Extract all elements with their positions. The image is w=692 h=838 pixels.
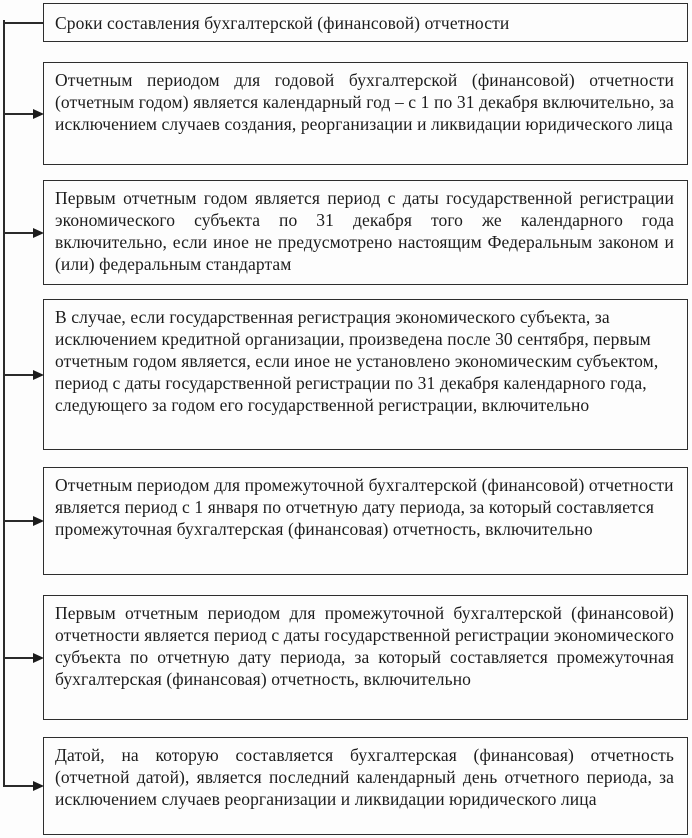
connector-arrow	[3, 228, 44, 238]
diagram-box-first-year	[43, 180, 688, 285]
connector-arrow	[3, 516, 44, 526]
title-box	[43, 3, 688, 42]
arrowhead-icon	[33, 109, 44, 119]
horizontal-line	[3, 520, 33, 522]
box-row	[0, 467, 692, 575]
box-row	[0, 299, 692, 450]
box-row	[0, 180, 692, 285]
box-text: Первым отчетным периодом для промежуточной бухгалтерской (финансовой) отчетности является период с даты государственной регистрации экономического субъекта по отчетную дату периода, за который составляется промежуточная бухгалтерская (финансовая) отчетность, включительно	[55, 603, 674, 689]
horizontal-line	[3, 113, 33, 115]
arrowhead-icon	[33, 516, 44, 526]
diagram-box-reporting-date	[43, 737, 688, 835]
diagram-box-annual-period	[43, 62, 688, 165]
box-text: В случае, если государственная регистрация экономического субъекта, за исключением кредитной организации, произведена после 30 сентября, первым отчетным годом является, если иное не установлено экономическим субъектом, период с даты государственной регистрации по 31 декабря календарного года, следующего за годом его государственной регистрации, включительно	[55, 307, 659, 415]
connector-arrow	[3, 370, 44, 380]
horizontal-line	[3, 232, 33, 234]
arrowhead-icon	[33, 228, 44, 238]
horizontal-line	[3, 657, 33, 659]
box-row	[0, 595, 692, 720]
arrowhead-icon	[33, 653, 44, 663]
diagram-box-interim-period	[43, 467, 688, 575]
connector-arrow	[3, 109, 44, 119]
diagram-box-first-interim-period	[43, 595, 688, 720]
horizontal-line	[3, 374, 33, 376]
horizontal-line	[3, 22, 43, 24]
box-text: Датой, на которую составляется бухгалтерская (финансовая) отчетность (отчетной датой), является последний календарный день отчетного периода, за исключением случаев реорганизации и ликвидации юридического лица	[55, 745, 674, 809]
diagram-box-after-september	[43, 299, 688, 450]
arrowhead-icon	[33, 781, 44, 791]
connector-arrow	[3, 653, 44, 663]
title-row	[0, 3, 692, 42]
box-row	[0, 62, 692, 165]
arrowhead-icon	[33, 370, 44, 380]
box-text: Первым отчетным годом является период с даты государственной регистрации экономического субъекта по 31 декабря того же календарного года включительно, если иное не предусмотрено настоящим Федеральным законом и (или) федеральным стандартам	[55, 188, 674, 274]
connector-arrow	[3, 781, 44, 791]
box-row	[0, 737, 692, 835]
box-text: Отчетным периодом для годовой бухгалтерской (финансовой) отчетности (отчетным годом) является календарный год – с 1 по 31 декабря включительно, за исключением случаев создания, реорганизации и ликвидации юридического лица	[55, 70, 674, 134]
box-text: Отчетным периодом для промежуточной бухгалтерской (финансовой) отчетности является период с 1 января по отчетную дату периода, за который составляется промежуточная бухгалтерская (финансовая) отчетность, включительно	[55, 475, 674, 539]
horizontal-line	[3, 785, 33, 787]
title-connector-line	[3, 18, 43, 28]
diagram-title: Сроки составления бухгалтерской (финансовой) отчетности	[55, 13, 510, 33]
